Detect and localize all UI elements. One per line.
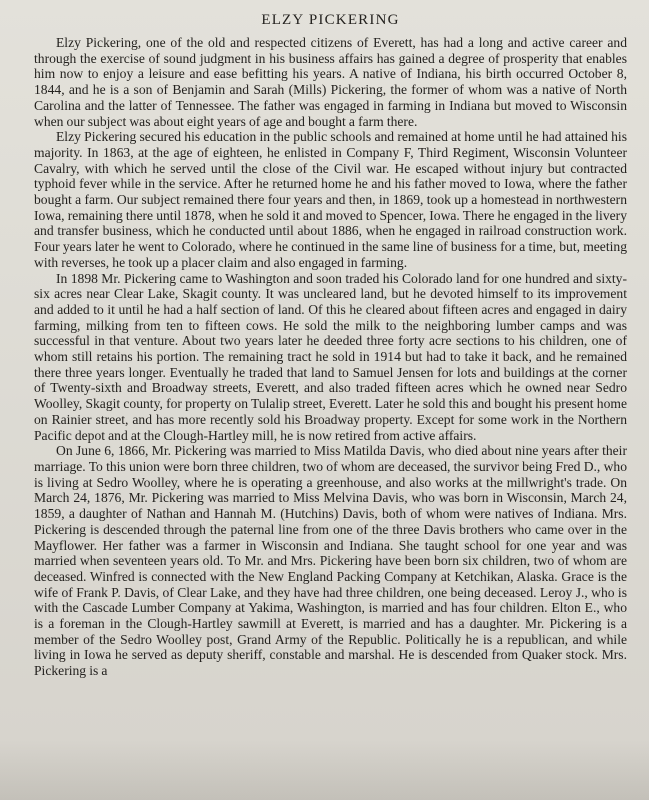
page-title: ELZY PICKERING [261, 12, 400, 28]
paragraph-washington-years: In 1898 Mr. Pickering came to Washington and soon traded his Colorado land for one hundred and sixty-six acres near Clear Lake, Skagit county. It was uncleared land, but he devoted himself to its improvement and added to it until he had a half section of land. Of this he cleared about fifteen acres and engaged in dairy farming, milking from ten to fifteen cows. He sold the milk to the neighboring lumber camps and was successful in that venture. About two years later he deeded three forty acre sections to his children, one of whom still retains his portion. The remaining tract he sold in 1914 but had to take it back, and he remained there three years longer. Eventually he traded that land to Samuel Jensen for lots and buildings at the corner of Twenty-sixth and Broadway streets, Everett, and also traded fifteen acres which he owned near Sedro Woolley, Skagit county, for property on Tulalip street, Everett. Later he sold this and bought his present home on Rainier street, and has more recently sold his Broadway property. Except for some work in the Northern Pacific depot and at the Clough-Hartley mill, he is now retired from active affairs. [34, 270, 627, 443]
paragraph-family: On June 6, 1866, Mr. Pickering was married to Miss Matilda Davis, who died about nine years after their marriage. To this union were born three children, two of whom are deceased, the survivor being Fred D., who is living at Sedro Woolley, where he is operating a greenhouse, and also works at the millwright's trade. On March 24, 1876, Mr. Pickering was married to Miss Melvina Davis, who was born in Wisconsin, March 24, 1859, a daughter of Nathan and Hannah M. (Hutchins) Davis, both of whom were natives of Indiana. Mrs. Pickering is descended through the paternal line from one of the three Davis brothers who came over in the Mayflower. Her father was a farmer in Wisconsin and Indiana. She taught school for one year and was married when seventeen years old. To Mr. and Mrs. Pickering have been born six children, two of whom are deceased. Winfred is connected with the New England Packing Company at Ketchikan, Alaska. Grace is the wife of Frank P. Davis, of Clear Lake, and they have had three children, one being deceased. Leroy J., who is with the Cascade Lumber Company at Yakima, Washington, is married and has four children. Elton E., who is a foreman in the Clough-Hartley sawmill at Everett, is married and has a daughter. Mr. Pickering is a member of the Sedro Woolley post, Grand Army of the Republic. Politically he is a republican, and while living in Iowa he served as deputy sheriff, constable and marshal. He is descended from Quaker stock. Mrs. Pickering is a [34, 443, 627, 679]
page-shadow [0, 740, 649, 800]
paragraph-education-career: Elzy Pickering secured his education in the public schools and remained at home until he had attained his majority. In 1863, at the age of eighteen, he enlisted in Company F, Third Regiment, Wisconsin Volunteer Cavalry, with which he served until the close of the Civil war. He escaped without injury but contracted typhoid fever while in the service. After he returned home he and his father moved to Iowa, where the father bought a farm. Our subject remained there four years and then, in 1869, took up a homestead in northwestern Iowa, remaining there until 1878, when he sold it and moved to Spencer, Iowa. There he engaged in the livery and transfer business, which he conducted until about 1886, when he engaged in railroad construction work. Four years later he went to Colorado, where he continued in the same line of business for a time, but, meeting with reverses, he took up a placer claim and also engaged in farming. [34, 129, 627, 270]
paragraph-biography-intro: Elzy Pickering, one of the old and respected citizens of Everett, has had a long and active career and through the exercise of sound judgment in his business affairs has gained a degree of prosperity that enables him now to enjoy a leisure and ease befitting his years. A native of Indiana, his birth occurred October 8, 1844, and he is a son of Benjamin and Sarah (Mills) Pickering, the former of whom was a native of North Carolina and the latter of Tennessee. The father was engaged in farming in Indiana but moved to Wisconsin when our subject was about eight years of age and bought a farm there. [34, 35, 627, 129]
